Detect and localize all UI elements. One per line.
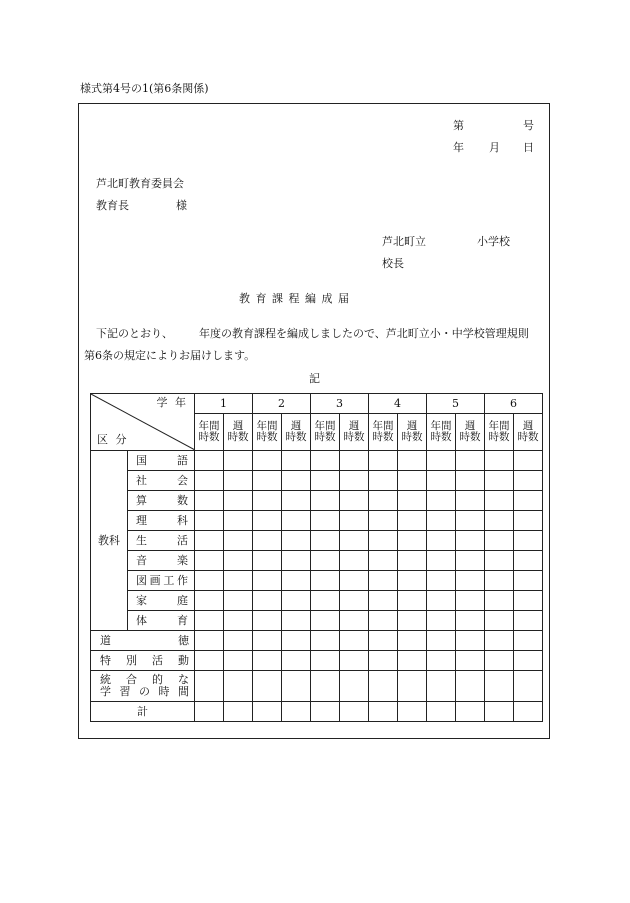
- entry-cell[interactable]: [427, 611, 456, 631]
- entry-cell[interactable]: [195, 471, 224, 491]
- entry-cell[interactable]: [456, 651, 485, 671]
- entry-cell[interactable]: [340, 571, 369, 591]
- entry-cell[interactable]: [398, 451, 427, 471]
- entry-cell[interactable]: [398, 531, 427, 551]
- entry-cell[interactable]: [369, 591, 398, 611]
- entry-cell[interactable]: [224, 531, 253, 551]
- entry-cell[interactable]: [485, 591, 514, 611]
- entry-cell[interactable]: [282, 631, 311, 651]
- table-row: [91, 591, 543, 611]
- subject-label: 国 語: [128, 451, 195, 471]
- entry-cell[interactable]: [282, 511, 311, 531]
- table-row: [91, 491, 543, 511]
- entry-cell[interactable]: [514, 451, 543, 471]
- entry-cell[interactable]: [514, 651, 543, 671]
- table-row: [91, 531, 543, 551]
- entry-cell[interactable]: [224, 571, 253, 591]
- entry-cell[interactable]: [195, 571, 224, 591]
- entry-cell[interactable]: [224, 451, 253, 471]
- entry-cell[interactable]: [485, 571, 514, 591]
- entry-cell[interactable]: [224, 471, 253, 491]
- entry-cell[interactable]: [514, 702, 543, 722]
- entry-cell[interactable]: [311, 611, 340, 631]
- entry-cell[interactable]: [340, 591, 369, 611]
- entry-cell[interactable]: [253, 451, 282, 471]
- table-corner-cell: [91, 394, 195, 451]
- entry-cell[interactable]: [456, 451, 485, 471]
- entry-cell[interactable]: [485, 451, 514, 471]
- entry-cell[interactable]: [398, 611, 427, 631]
- entry-cell[interactable]: [456, 702, 485, 722]
- sender-school-suffix: 小学校: [477, 235, 510, 248]
- entry-cell[interactable]: [253, 631, 282, 651]
- entry-cell[interactable]: [195, 651, 224, 671]
- entry-cell[interactable]: [514, 531, 543, 551]
- entry-cell[interactable]: [398, 591, 427, 611]
- entry-cell[interactable]: [253, 531, 282, 551]
- col-header-weekly-hours: 週 時数: [456, 414, 485, 451]
- entry-cell[interactable]: [427, 471, 456, 491]
- entry-cell[interactable]: [282, 471, 311, 491]
- entry-cell[interactable]: [311, 591, 340, 611]
- grade-header: 2: [253, 394, 311, 414]
- entry-cell[interactable]: [253, 611, 282, 631]
- row-label-integrated: 統 合 的 な 学 習 の 時 間: [91, 671, 195, 702]
- entry-cell[interactable]: [282, 702, 311, 722]
- form-label: 様式第4号の1(第6条関係): [80, 82, 209, 95]
- subject-label: 生 活: [128, 531, 195, 551]
- entry-cell[interactable]: [224, 651, 253, 671]
- entry-cell[interactable]: [514, 551, 543, 571]
- entry-cell[interactable]: [340, 651, 369, 671]
- entry-cell[interactable]: [311, 651, 340, 671]
- entry-cell[interactable]: [514, 471, 543, 491]
- entry-cell[interactable]: [369, 611, 398, 631]
- addressee-board: 芦北町教育委員会: [96, 177, 184, 190]
- entry-cell[interactable]: [369, 651, 398, 671]
- subject-label: 音 楽: [128, 551, 195, 571]
- col-header-weekly-hours: 週 時数: [340, 414, 369, 451]
- grade-header: 1: [195, 394, 253, 414]
- entry-cell[interactable]: [282, 571, 311, 591]
- ki-mark: 記: [309, 372, 320, 385]
- col-header-annual-hours: 年間 時数: [369, 414, 398, 451]
- entry-cell[interactable]: [340, 511, 369, 531]
- entry-cell[interactable]: [224, 671, 253, 702]
- entry-cell[interactable]: [398, 671, 427, 702]
- entry-cell[interactable]: [311, 571, 340, 591]
- date-month: 月: [489, 141, 500, 154]
- entry-cell[interactable]: [369, 571, 398, 591]
- entry-cell[interactable]: [514, 491, 543, 511]
- entry-cell[interactable]: [195, 451, 224, 471]
- addressee-honorific: 様: [176, 199, 187, 212]
- row-label-special: 特 別 活 動: [91, 651, 195, 671]
- entry-cell[interactable]: [224, 611, 253, 631]
- entry-cell[interactable]: [195, 611, 224, 631]
- grade-header: 4: [369, 394, 427, 414]
- entry-cell[interactable]: [398, 702, 427, 722]
- entry-cell[interactable]: [369, 702, 398, 722]
- grade-header: 3: [311, 394, 369, 414]
- entry-cell[interactable]: [224, 702, 253, 722]
- entry-cell[interactable]: [456, 471, 485, 491]
- number-suffix: 号: [523, 119, 534, 132]
- entry-cell[interactable]: [369, 491, 398, 511]
- col-header-annual-hours: 年間 時数: [427, 414, 456, 451]
- entry-cell[interactable]: [282, 611, 311, 631]
- entry-cell[interactable]: [398, 511, 427, 531]
- document-title: 教 育 課 程 編 成 届: [239, 292, 350, 305]
- entry-cell[interactable]: [253, 551, 282, 571]
- entry-cell[interactable]: [195, 551, 224, 571]
- entry-cell[interactable]: [253, 671, 282, 702]
- entry-cell[interactable]: [485, 511, 514, 531]
- row-label-total: 計: [91, 702, 195, 722]
- entry-cell[interactable]: [398, 571, 427, 591]
- entry-cell[interactable]: [514, 611, 543, 631]
- entry-cell[interactable]: [224, 511, 253, 531]
- entry-cell[interactable]: [456, 531, 485, 551]
- entry-cell[interactable]: [282, 451, 311, 471]
- col-header-weekly-hours: 週 時数: [282, 414, 311, 451]
- entry-cell[interactable]: [340, 491, 369, 511]
- entry-cell[interactable]: [514, 671, 543, 702]
- entry-cell[interactable]: [369, 511, 398, 531]
- entry-cell[interactable]: [282, 491, 311, 511]
- corner-category-label: 区 分: [97, 433, 129, 446]
- entry-cell[interactable]: [340, 702, 369, 722]
- entry-cell[interactable]: [195, 531, 224, 551]
- col-header-weekly-hours: 週 時数: [224, 414, 253, 451]
- entry-cell[interactable]: [340, 531, 369, 551]
- corner-grade-label: 学 年: [156, 396, 188, 409]
- entry-cell[interactable]: [514, 511, 543, 531]
- entry-cell[interactable]: [427, 671, 456, 702]
- entry-cell[interactable]: [369, 471, 398, 491]
- entry-cell[interactable]: [369, 671, 398, 702]
- entry-cell[interactable]: [485, 491, 514, 511]
- entry-cell[interactable]: [340, 451, 369, 471]
- entry-cell[interactable]: [485, 631, 514, 651]
- sender-principal: 校長: [382, 257, 404, 270]
- entry-cell[interactable]: [456, 571, 485, 591]
- entry-cell[interactable]: [311, 702, 340, 722]
- entry-cell[interactable]: [514, 591, 543, 611]
- table-row: [91, 451, 543, 471]
- entry-cell[interactable]: [369, 551, 398, 571]
- entry-cell[interactable]: [224, 491, 253, 511]
- entry-cell[interactable]: [398, 651, 427, 671]
- entry-cell[interactable]: [427, 551, 456, 571]
- subject-label: 算 数: [128, 491, 195, 511]
- entry-cell[interactable]: [427, 651, 456, 671]
- entry-cell[interactable]: [485, 611, 514, 631]
- entry-cell[interactable]: [282, 671, 311, 702]
- entry-cell[interactable]: [427, 531, 456, 551]
- body-line2: 第6条の規定によりお届けします。: [84, 349, 256, 362]
- number-prefix: 第: [453, 119, 464, 132]
- subject-label: 理 科: [128, 511, 195, 531]
- col-header-weekly-hours: 週 時数: [514, 414, 543, 451]
- col-header-weekly-hours: 週 時数: [398, 414, 427, 451]
- entry-cell[interactable]: [311, 551, 340, 571]
- entry-cell[interactable]: [398, 551, 427, 571]
- entry-cell[interactable]: [427, 571, 456, 591]
- entry-cell[interactable]: [427, 511, 456, 531]
- entry-cell[interactable]: [195, 491, 224, 511]
- entry-cell[interactable]: [485, 551, 514, 571]
- entry-cell[interactable]: [224, 591, 253, 611]
- entry-cell[interactable]: [427, 491, 456, 511]
- body-line1-a: 下記のとおり、: [96, 327, 173, 340]
- col-header-annual-hours: 年間 時数: [253, 414, 282, 451]
- entry-cell[interactable]: [224, 631, 253, 651]
- entry-cell[interactable]: [282, 551, 311, 571]
- entry-cell[interactable]: [456, 591, 485, 611]
- entry-cell[interactable]: [311, 631, 340, 651]
- curriculum-table: [90, 393, 543, 722]
- col-header-annual-hours: 年間 時数: [311, 414, 340, 451]
- entry-cell[interactable]: [427, 591, 456, 611]
- entry-cell[interactable]: [456, 631, 485, 651]
- entry-cell[interactable]: [195, 702, 224, 722]
- entry-cell[interactable]: [340, 671, 369, 702]
- subject-label: 図 画 工 作: [128, 571, 195, 591]
- entry-cell[interactable]: [485, 471, 514, 491]
- entry-cell[interactable]: [311, 471, 340, 491]
- entry-cell[interactable]: [195, 671, 224, 702]
- entry-cell[interactable]: [253, 511, 282, 531]
- date-year: 年: [453, 141, 464, 154]
- entry-cell[interactable]: [485, 671, 514, 702]
- entry-cell[interactable]: [398, 471, 427, 491]
- entry-cell[interactable]: [369, 451, 398, 471]
- entry-cell[interactable]: [456, 671, 485, 702]
- entry-cell[interactable]: [427, 631, 456, 651]
- entry-cell[interactable]: [427, 702, 456, 722]
- entry-cell[interactable]: [282, 591, 311, 611]
- entry-cell[interactable]: [195, 511, 224, 531]
- entry-cell[interactable]: [456, 551, 485, 571]
- entry-cell[interactable]: [195, 591, 224, 611]
- entry-cell[interactable]: [253, 702, 282, 722]
- entry-cell[interactable]: [369, 531, 398, 551]
- entry-cell[interactable]: [340, 551, 369, 571]
- entry-cell[interactable]: [311, 511, 340, 531]
- table-row: [91, 571, 543, 591]
- entry-cell[interactable]: [253, 491, 282, 511]
- subject-label: 体 育: [128, 611, 195, 631]
- row-label-moral: 道 徳: [91, 631, 195, 651]
- table-row: [91, 611, 543, 631]
- subject-label: 社 会: [128, 471, 195, 491]
- entry-cell[interactable]: [311, 451, 340, 471]
- entry-cell[interactable]: [369, 631, 398, 651]
- entry-cell[interactable]: [514, 631, 543, 651]
- grade-header: 6: [485, 394, 543, 414]
- entry-cell[interactable]: [456, 491, 485, 511]
- entry-cell[interactable]: [485, 531, 514, 551]
- entry-cell[interactable]: [253, 591, 282, 611]
- entry-cell[interactable]: [311, 531, 340, 551]
- entry-cell[interactable]: [398, 631, 427, 651]
- entry-cell[interactable]: [456, 611, 485, 631]
- subject-label: 家 庭: [128, 591, 195, 611]
- entry-cell[interactable]: [340, 471, 369, 491]
- entry-cell[interactable]: [224, 551, 253, 571]
- entry-cell[interactable]: [195, 631, 224, 651]
- entry-cell[interactable]: [340, 631, 369, 651]
- body-line1-b: 年度の教育課程を編成しましたので、芦北町立小・中学校管理規則: [199, 327, 529, 340]
- grade-header: 5: [427, 394, 485, 414]
- entry-cell[interactable]: [398, 491, 427, 511]
- entry-cell[interactable]: [514, 571, 543, 591]
- entry-cell[interactable]: [485, 651, 514, 671]
- entry-cell[interactable]: [282, 531, 311, 551]
- entry-cell[interactable]: [456, 511, 485, 531]
- entry-cell[interactable]: [340, 611, 369, 631]
- table-row: [91, 551, 543, 571]
- col-header-annual-hours: 年間 時数: [195, 414, 224, 451]
- subject-group-label: 教科: [91, 451, 128, 631]
- table-row: [91, 511, 543, 531]
- entry-cell[interactable]: [282, 651, 311, 671]
- entry-cell[interactable]: [253, 571, 282, 591]
- entry-cell[interactable]: [253, 471, 282, 491]
- entry-cell[interactable]: [253, 651, 282, 671]
- entry-cell[interactable]: [311, 491, 340, 511]
- addressee-title: 教育長: [96, 199, 129, 212]
- entry-cell[interactable]: [485, 702, 514, 722]
- entry-cell[interactable]: [427, 451, 456, 471]
- entry-cell[interactable]: [311, 671, 340, 702]
- sender-school-prefix: 芦北町立: [382, 235, 426, 248]
- col-header-annual-hours: 年間 時数: [485, 414, 514, 451]
- date-day: 日: [523, 141, 534, 154]
- table-row: [91, 471, 543, 491]
